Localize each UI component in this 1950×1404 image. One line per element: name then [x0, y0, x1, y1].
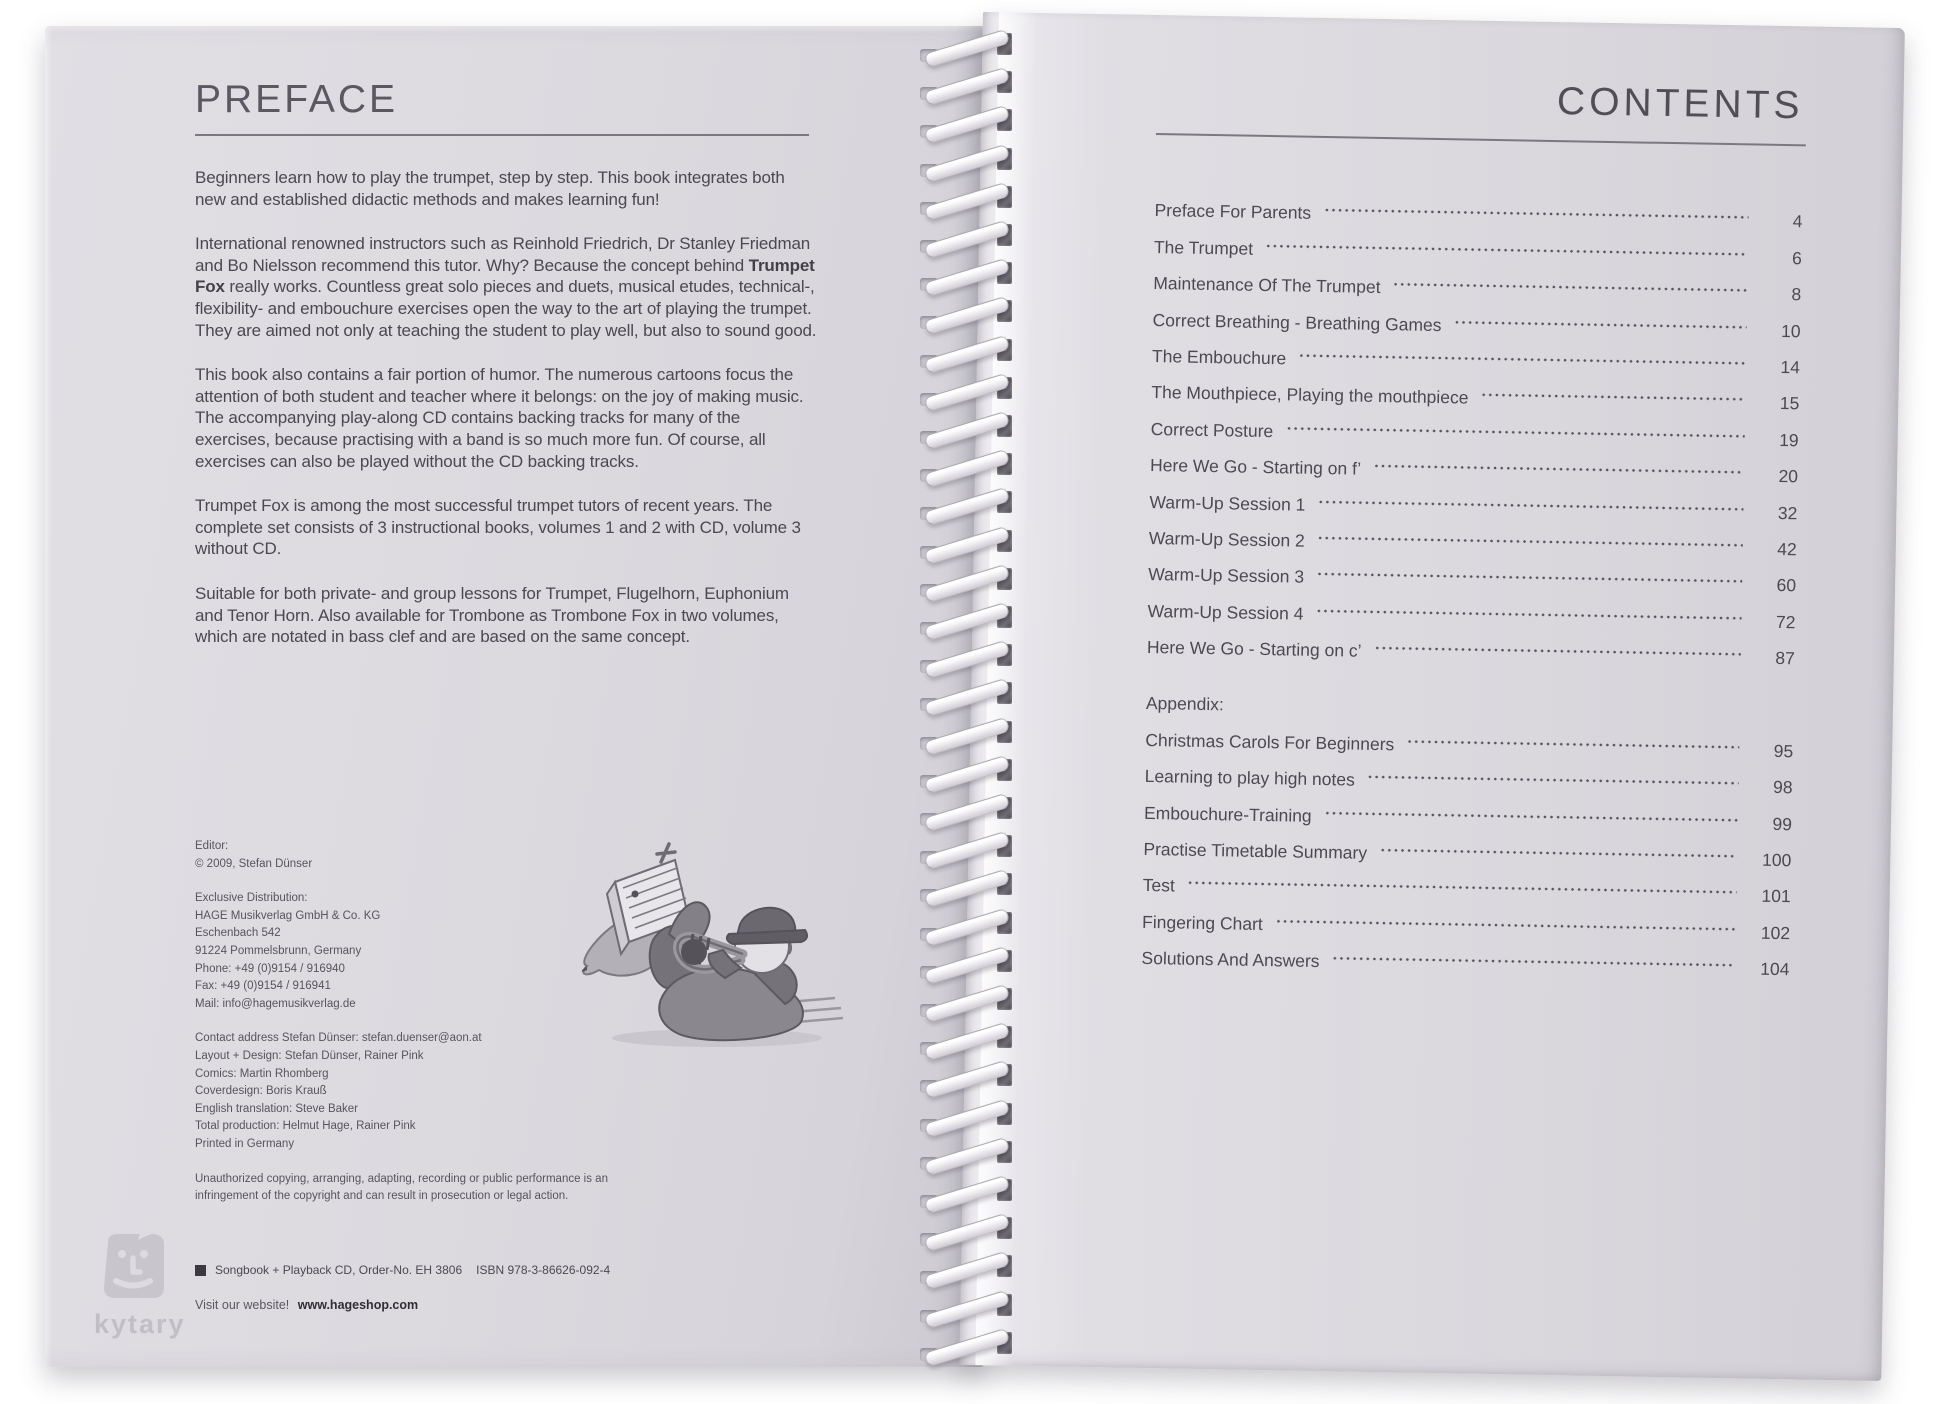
toc-dot-leader	[1315, 608, 1741, 621]
binding-coil	[918, 181, 1028, 221]
credit-line: Fax: +49 (0)9154 / 916941	[195, 980, 331, 993]
binding-coil	[918, 1327, 1028, 1367]
toc-entry-label: Warm-Up Session 1	[1149, 491, 1306, 515]
binding-coil	[918, 983, 1028, 1023]
toc-entry-label: Fingering Chart	[1141, 911, 1263, 934]
credit-line: English translation: Steve Baker	[195, 1102, 359, 1115]
toc-dot-leader	[1275, 918, 1736, 932]
toc-entry-label: Here We Go - Starting on c’	[1146, 637, 1362, 661]
toc-appendix-list	[1141, 722, 1793, 988]
credit-line: Comics: Martin Rhomberg	[195, 1067, 329, 1080]
table-of-contents	[1141, 193, 1803, 988]
toc-dot-leader	[1316, 571, 1742, 584]
toc-dot-leader	[1298, 353, 1746, 367]
toc-entry-label: Preface For Parents	[1154, 200, 1312, 224]
toc-dot-leader	[1324, 810, 1738, 823]
toc-entry-label: Solutions And Answers	[1141, 948, 1320, 972]
binding-coil	[918, 1098, 1028, 1138]
appendix-heading: Appendix:	[1145, 693, 1224, 715]
binding-coil	[918, 525, 1028, 565]
credit-line: Editor:	[195, 840, 229, 852]
toc-entry-page: 60	[1776, 575, 1797, 596]
binding-coil	[918, 486, 1028, 526]
toc-dot-leader	[1379, 847, 1737, 859]
binding-coil	[918, 601, 1028, 641]
binding-coil	[918, 754, 1028, 794]
credit-group	[195, 838, 625, 873]
order-text: Songbook + Playback CD, Order-No. EH 3806	[215, 1263, 463, 1277]
preface-paragraph: Beginners learn how to play the trumpet, step by step. This book integrates both new and established didactic methods and makes learning fun!	[195, 168, 785, 209]
kytary-logo-icon	[100, 1232, 166, 1300]
toc-dot-leader	[1317, 535, 1743, 548]
binding-coil	[918, 639, 1028, 679]
credit-group	[195, 890, 625, 1013]
toc-entry-label: Correct Posture	[1150, 418, 1274, 441]
preface-paragraph: International renowned instructors such as Reinhold Friedrich, Dr Stanley Friedman and Bo Nielsson recommend this tutor. Why? Because the concept behind Trumpet Fox really works. Countless great solo pieces and duets, musical etudes, technical-, flexibility- and embouchure exercises open the way to the art of playing the trumpet. They are aimed not only at teaching the student to play well, but also to sound good.	[195, 234, 817, 340]
toc-dot-leader	[1332, 955, 1736, 968]
toc-dot-leader	[1406, 738, 1739, 750]
toc-dot-leader	[1265, 243, 1748, 257]
toc-entry-label: Warm-Up Session 3	[1148, 564, 1305, 587]
preface-paragraph: Trumpet Fox is among the most successful trumpet tutors of recent years. The complete set consists of 3 instructional books, volumes 1 and 2 with CD, volume 3 without CD.	[195, 496, 801, 559]
toc-entry-label: The Trumpet	[1153, 236, 1254, 259]
binding-coil	[918, 1136, 1028, 1176]
right-page-contents	[959, 12, 1904, 1381]
preface-paragraph: This book also contains a fair portion of humor. The numerous cartoons focus the attention of both student and teacher where it belongs: on the joy of making music. The accompanying play-along CD contains backing tracks for many of the exercises, because practising with a band is so much more fun. Of course, all exercises can also be played without the CD backing tracks.	[195, 365, 804, 471]
toc-entry-page: 99	[1772, 813, 1793, 834]
credit-line: Exclusive Distribution:	[195, 892, 308, 905]
binding-coil	[918, 1289, 1028, 1329]
binding-coil	[918, 830, 1028, 870]
binding-coil	[918, 372, 1028, 412]
toc-dot-leader	[1374, 645, 1741, 657]
contents-title-rule	[1156, 133, 1806, 146]
contents-title: CONTENTS	[1556, 80, 1804, 128]
toc-main-list	[1147, 193, 1803, 677]
binding-coil	[918, 716, 1028, 756]
toc-entry-page: 100	[1761, 849, 1792, 871]
credit-line: Eschenbach 542	[195, 927, 281, 940]
toc-entry-label: Learning to play high notes	[1144, 766, 1355, 790]
toc-entry-page: 6	[1791, 247, 1803, 269]
binding-coil	[918, 1021, 1028, 1061]
binding-coil	[918, 907, 1028, 947]
toc-entry-page: 10	[1780, 320, 1801, 341]
toc-entry-label: Practise Timetable Summary	[1143, 838, 1368, 863]
toc-entry-label: The Mouthpiece, Playing the mouthpiece	[1151, 382, 1469, 408]
binding-coil	[918, 563, 1028, 603]
credit-group	[195, 1171, 625, 1206]
toc-entry-page: 104	[1760, 958, 1790, 980]
toc-entry-page: 19	[1779, 429, 1799, 451]
credit-line: Coverdesign: Boris Krauß	[195, 1085, 327, 1098]
toc-entry-page: 14	[1780, 356, 1801, 378]
toc-entry-page: 32	[1777, 502, 1798, 523]
toc-entry-page: 8	[1791, 284, 1802, 305]
binding-coil	[918, 1059, 1028, 1099]
binding-coil	[918, 868, 1028, 908]
binding-coil	[918, 677, 1028, 717]
toc-dot-leader	[1393, 281, 1748, 293]
credit-line: © 2009, Stefan Dünser	[195, 857, 313, 870]
binding-coil	[918, 945, 1028, 985]
toc-entry-label: The Embouchure	[1151, 345, 1287, 369]
credits-block	[195, 838, 625, 1223]
isbn-text: ISBN 978-3-86626-092-4	[476, 1263, 611, 1277]
credit-line: Contact address Stefan Dünser: stefan.duenser@aon.at	[195, 1032, 482, 1045]
toc-entry-label: Test	[1142, 875, 1176, 896]
credit-line: Printed in Germany	[195, 1137, 295, 1150]
binding-coil	[918, 448, 1028, 488]
left-page-preface	[45, 26, 983, 1367]
toc-entry-page: 95	[1773, 740, 1794, 762]
binding-coil	[918, 219, 1028, 259]
binding-coil	[918, 1174, 1028, 1214]
preface-paragraphs	[195, 167, 817, 671]
toc-entry-page: 72	[1775, 611, 1796, 632]
toc-entry-label: Here We Go - Starting on f’	[1149, 455, 1362, 479]
toc-entry-page: 20	[1778, 466, 1799, 487]
credit-line: Mail: info@hagemusikverlag.de	[195, 997, 356, 1010]
toc-entry-label: Embouchure-Training	[1143, 802, 1312, 826]
toc-entry-label: Christmas Carols For Beginners	[1145, 729, 1395, 755]
toc-dot-leader	[1480, 392, 1745, 403]
credit-line: Phone: +49 (0)9154 / 916940	[195, 962, 345, 975]
toc-entry-page: 15	[1779, 393, 1800, 414]
credit-line: 91224 Pommelsbrunn, Germany	[195, 944, 362, 957]
toc-dot-leader	[1367, 774, 1739, 786]
preface-title: PREFACE	[195, 78, 399, 121]
binding-coil	[918, 295, 1028, 335]
binding-coil	[918, 410, 1028, 450]
toc-entry-label: Maintenance Of The Trumpet	[1153, 273, 1381, 298]
kytary-text: kytary	[94, 1309, 186, 1339]
website-url: www.hageshop.com	[297, 1298, 419, 1312]
credit-line: Layout + Design: Stefan Dünser, Rainer Pink	[195, 1049, 424, 1062]
binding-coil	[918, 1212, 1028, 1252]
credit-group	[195, 1030, 625, 1153]
preface-title-rule	[195, 134, 809, 136]
toc-entry-page: 98	[1772, 777, 1793, 798]
credit-line: Total production: Helmut Hage, Rainer Pink	[195, 1120, 416, 1133]
binding-coil	[918, 28, 1028, 68]
credit-line: HAGE Musikverlag GmbH & Co. KG	[195, 909, 381, 922]
kytary-watermark	[94, 1232, 240, 1340]
toc-entry-page: 102	[1760, 922, 1791, 944]
toc-entry-label: Warm-Up Session 4	[1147, 600, 1304, 624]
order-line	[195, 1263, 795, 1277]
toc-entry-page: 42	[1777, 538, 1797, 560]
binding-coil	[918, 104, 1028, 144]
binding-coil	[918, 257, 1028, 297]
binding-coil	[918, 792, 1028, 832]
toc-dot-leader	[1373, 463, 1744, 475]
toc-entry-label: Warm-Up Session 2	[1148, 527, 1305, 551]
toc-entry-page: 4	[1792, 211, 1803, 232]
toc-entry-label: Correct Breathing - Breathing Games	[1152, 309, 1442, 335]
binding-coil	[918, 334, 1028, 374]
binding-coil	[918, 66, 1028, 106]
toc-entry-page: 87	[1775, 648, 1796, 669]
toc-dot-leader	[1187, 880, 1737, 896]
toc-dot-leader	[1317, 498, 1743, 511]
credit-line: Unauthorized copying, arranging, adapting, recording or public performance is an infringement of the copyright and can result in prosecution or legal action.	[195, 1172, 608, 1203]
toc-entry-page: 101	[1761, 886, 1791, 907]
preface-paragraph: Suitable for both private- and group lessons for Trumpet, Flugelhorn, Euphonium and Tenor Horn. Also available for Trombone as Trombone Fox in two volumes, which are notated in bass clef and are based on the same concept.	[195, 583, 789, 647]
toc-dot-leader	[1323, 207, 1748, 220]
spiral-binding	[918, 28, 1028, 1373]
binding-coil	[918, 143, 1028, 183]
toc-dot-leader	[1454, 319, 1747, 330]
website-prefix: Visit our website!	[195, 1298, 290, 1312]
binding-coil	[918, 1250, 1028, 1290]
toc-dot-leader	[1285, 425, 1744, 439]
